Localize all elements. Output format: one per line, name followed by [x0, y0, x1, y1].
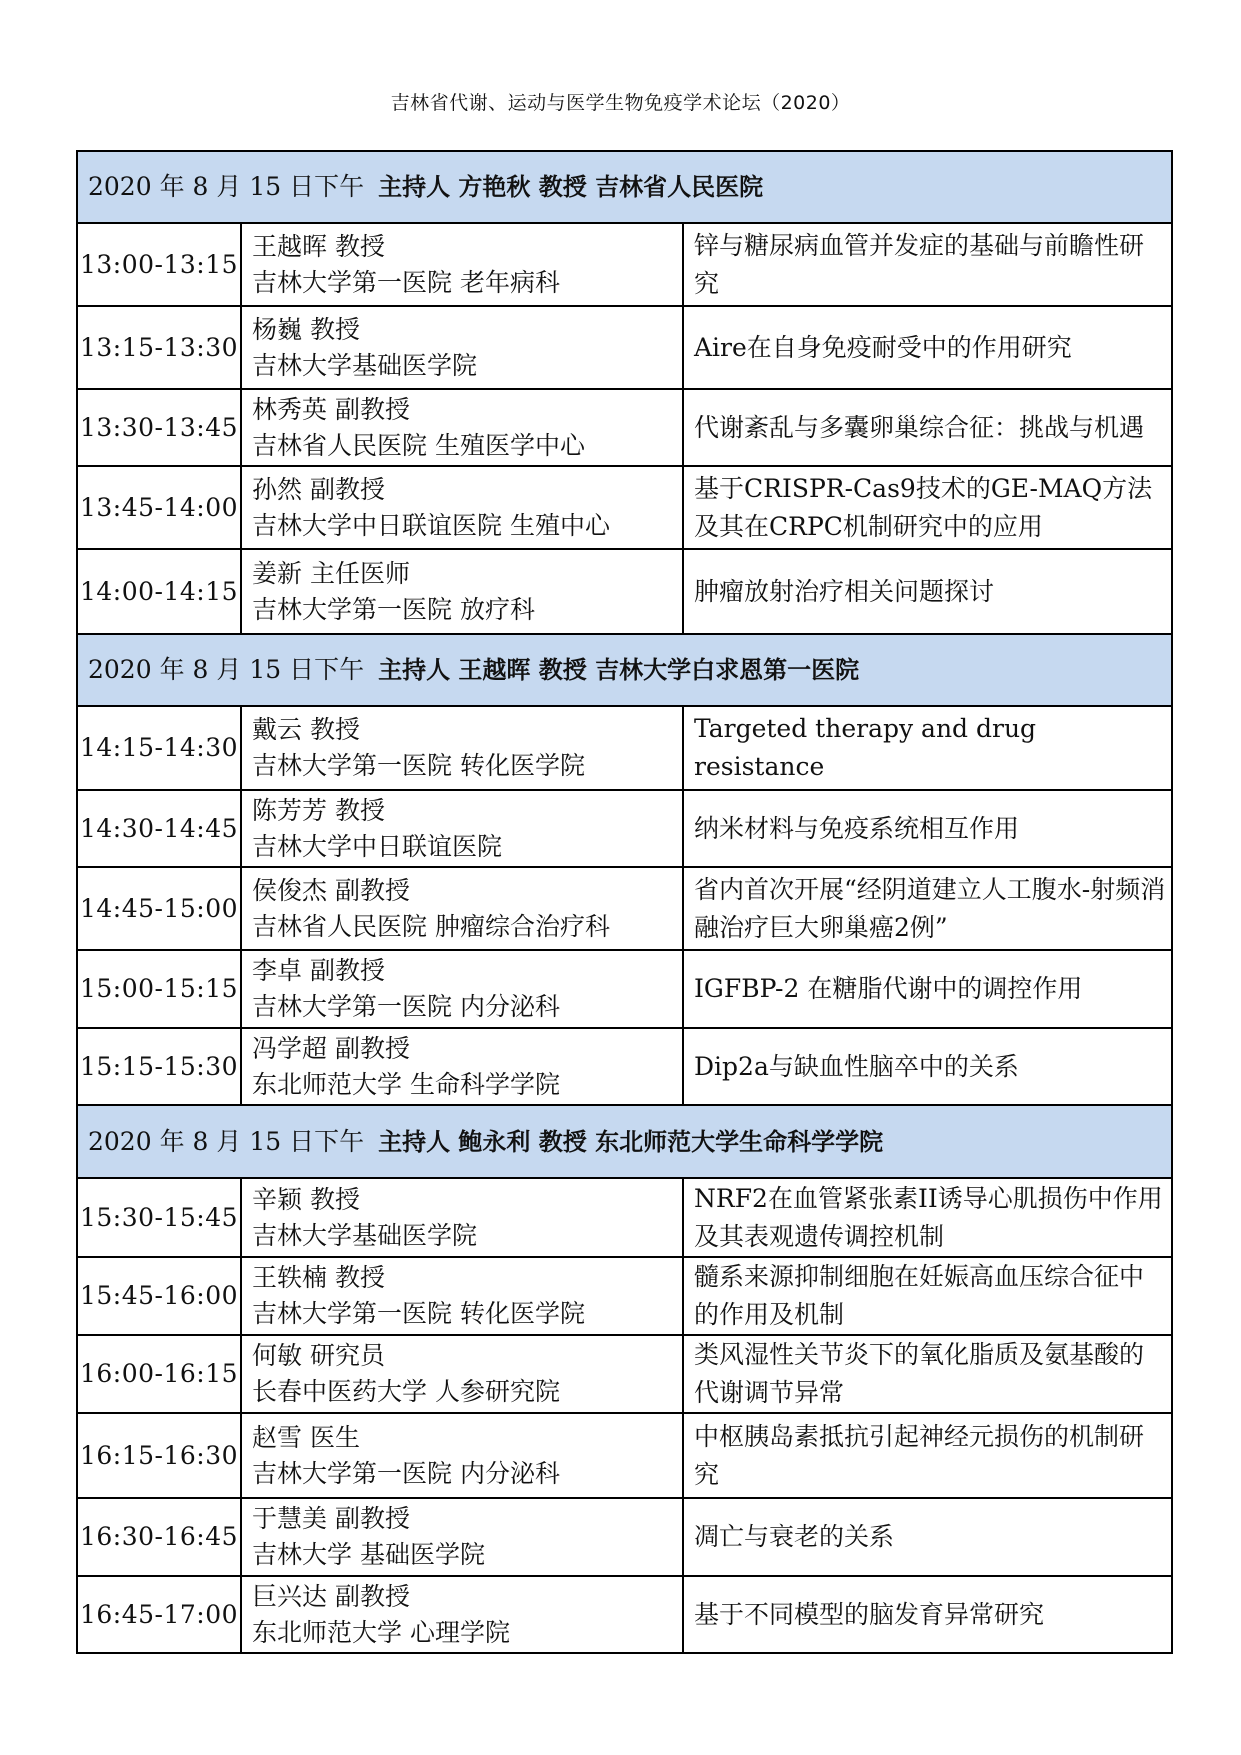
- speaker-affiliation: 长春中医药大学 人参研究院: [252, 1377, 560, 1406]
- session-header-cell: [77, 151, 1172, 223]
- talk-time: 13:15-13:30: [77, 306, 241, 389]
- talk-speaker-cell: [241, 1335, 683, 1413]
- speaker-name: 杨巍 教授: [252, 314, 360, 344]
- talk-topic: 锌与糖尿病血管并发症的基础与前瞻性研究: [683, 223, 1172, 306]
- session-header-row: [77, 1105, 1172, 1178]
- speaker-name: 何敏 研究员: [252, 1341, 385, 1370]
- talk-topic: 肿瘤放射治疗相关问题探讨: [683, 549, 1172, 634]
- talk-topic: Targeted therapy and drug resistance: [683, 706, 1172, 790]
- session-date: 2020 年 8 月 15 日下午: [88, 655, 365, 684]
- talk-topic: 基于CRISPR-Cas9技术的GE-MAQ方法及其在CRPC机制研究中的应用: [683, 466, 1172, 549]
- talk-topic: 代谢紊乱与多囊卵巢综合征：挑战与机遇: [683, 389, 1172, 466]
- talk-speaker-cell: [241, 1413, 683, 1498]
- speaker-affiliation: 吉林省人民医院 生殖医学中心: [252, 430, 585, 460]
- talk-time: 16:30-16:45: [77, 1498, 241, 1576]
- talk-topic: Aire在自身免疫耐受中的作用研究: [683, 306, 1172, 389]
- talk-row: [77, 1576, 1172, 1653]
- speaker-affiliation: 东北师范大学 生命科学学院: [252, 1069, 560, 1099]
- talk-topic: Dip2a与缺血性脑卒中的关系: [683, 1028, 1172, 1105]
- talk-topic: IGFBP-2 在糖脂代谢中的调控作用: [683, 950, 1172, 1028]
- speaker-affiliation: 吉林大学第一医院 放疗科: [252, 594, 535, 624]
- talk-time: 15:45-16:00: [77, 1257, 241, 1335]
- speaker-affiliation: 吉林大学第一医院 内分泌科: [252, 992, 560, 1021]
- speaker-name: 赵雪 医生: [252, 1422, 360, 1452]
- talk-time: 14:00-14:15: [77, 549, 241, 634]
- speaker-affiliation: 吉林大学 基础医学院: [252, 1540, 485, 1569]
- talk-time: 14:15-14:30: [77, 706, 241, 790]
- talk-time: 13:30-13:45: [77, 389, 241, 466]
- talk-row: [77, 1178, 1172, 1257]
- speaker-affiliation: 吉林省人民医院 肿瘤综合治疗科: [252, 911, 610, 941]
- talk-speaker-cell: [241, 389, 683, 466]
- talk-speaker-cell: [241, 466, 683, 549]
- talk-time: 13:45-14:00: [77, 466, 241, 549]
- talk-row: [77, 867, 1172, 950]
- session-host: 主持人 方艳秋 教授 吉林省人民医院: [378, 173, 764, 201]
- talk-row: [77, 790, 1172, 867]
- talk-speaker-cell: [241, 306, 683, 389]
- speaker-affiliation: 吉林大学第一医院 转化医学院: [252, 1299, 585, 1328]
- talk-time: 13:00-13:15: [77, 223, 241, 306]
- talk-time: 15:30-15:45: [77, 1178, 241, 1257]
- speaker-name: 王越晖 教授: [252, 231, 385, 261]
- talk-row: [77, 1498, 1172, 1576]
- speaker-name: 王轶楠 教授: [252, 1263, 385, 1292]
- speaker-name: 李卓 副教授: [252, 956, 385, 985]
- speaker-name: 林秀英 副教授: [252, 394, 410, 424]
- talk-row: [77, 1028, 1172, 1105]
- speaker-affiliation: 吉林大学第一医院 内分泌科: [252, 1458, 560, 1488]
- speaker-name: 陈芳芳 教授: [252, 795, 385, 825]
- talk-topic: 纳米材料与免疫系统相互作用: [683, 790, 1172, 867]
- talk-speaker-cell: [241, 549, 683, 634]
- talk-time: 16:15-16:30: [77, 1413, 241, 1498]
- talk-topic: 省内首次开展“经阴道建立人工腹水-射频消融治疗巨大卵巢癌2例”: [683, 867, 1172, 950]
- talk-row: [77, 706, 1172, 790]
- talk-speaker-cell: [241, 1576, 683, 1653]
- speaker-affiliation: 吉林大学基础医学院: [252, 1220, 478, 1250]
- talk-speaker-cell: [241, 950, 683, 1028]
- talk-row: [77, 306, 1172, 389]
- session-header-cell: [77, 634, 1172, 706]
- session-header-row: [77, 151, 1172, 223]
- talk-speaker-cell: [241, 1178, 683, 1257]
- speaker-affiliation: 吉林大学中日联谊医院 生殖中心: [252, 510, 610, 540]
- talk-speaker-cell: [241, 867, 683, 950]
- talk-row: [77, 1335, 1172, 1413]
- talk-speaker-cell: [241, 1498, 683, 1576]
- talk-row: [77, 466, 1172, 549]
- talk-speaker-cell: [241, 706, 683, 790]
- talk-row: [77, 1413, 1172, 1498]
- talk-row: [77, 549, 1172, 634]
- talk-topic: 髓系来源抑制细胞在妊娠高血压综合征中的作用及机制: [683, 1257, 1172, 1335]
- talk-row: [77, 223, 1172, 306]
- speaker-affiliation: 吉林大学第一医院 老年病科: [252, 267, 560, 297]
- session-host: 主持人 王越晖 教授 吉林大学白求恩第一医院: [378, 656, 860, 684]
- session-date: 2020 年 8 月 15 日下午: [88, 1126, 365, 1156]
- talk-topic: 基于不同模型的脑发育异常研究: [683, 1576, 1172, 1653]
- talk-speaker-cell: [241, 223, 683, 306]
- talk-time: 16:45-17:00: [77, 1576, 241, 1653]
- speaker-name: 于慧美 副教授: [252, 1504, 410, 1533]
- talk-time: 16:00-16:15: [77, 1335, 241, 1413]
- session-header-row: [77, 634, 1172, 706]
- talk-row: [77, 389, 1172, 466]
- talk-time: 15:15-15:30: [77, 1028, 241, 1105]
- speaker-affiliation: 东北师范大学 心理学院: [252, 1617, 510, 1647]
- speaker-name: 辛颖 教授: [252, 1184, 360, 1214]
- talk-topic: 中枢胰岛素抵抗引起神经元损伤的机制研究: [683, 1413, 1172, 1498]
- talk-time: 14:30-14:45: [77, 790, 241, 867]
- session-host: 主持人 鲍永利 教授 东北师范大学生命科学学院: [378, 1127, 884, 1156]
- speaker-name: 戴云 教授: [252, 715, 360, 744]
- speaker-name: 姜新 主任医师: [252, 558, 410, 588]
- talk-row: [77, 1257, 1172, 1335]
- talk-time: 14:45-15:00: [77, 867, 241, 950]
- speaker-name: 冯学超 副教授: [252, 1033, 410, 1063]
- talk-row: [77, 950, 1172, 1028]
- talk-topic: NRF2在血管紧张素II诱导心肌损伤中作用及其表观遗传调控机制: [683, 1178, 1172, 1257]
- talk-topic: 凋亡与衰老的关系: [683, 1498, 1172, 1576]
- speaker-affiliation: 吉林大学中日联谊医院: [252, 831, 503, 861]
- talk-speaker-cell: [241, 1257, 683, 1335]
- speaker-affiliation: 吉林大学第一医院 转化医学院: [252, 751, 585, 780]
- session-header-cell: [77, 1105, 1172, 1178]
- session-date: 2020 年 8 月 15 日下午: [88, 172, 365, 201]
- talk-topic: 类风湿性关节炎下的氧化脂质及氨基酸的代谢调节异常: [683, 1335, 1172, 1413]
- talk-speaker-cell: [241, 1028, 683, 1105]
- talk-speaker-cell: [241, 790, 683, 867]
- speaker-name: 巨兴达 副教授: [252, 1581, 410, 1611]
- schedule-table: [76, 150, 1173, 1654]
- talk-time: 15:00-15:15: [77, 950, 241, 1028]
- speaker-name: 侯俊杰 副教授: [252, 875, 410, 905]
- speaker-name: 孙然 副教授: [252, 474, 385, 504]
- document-title: 吉林省代谢、运动与医学生物免疫学术论坛（2020）: [390, 92, 851, 114]
- speaker-affiliation: 吉林大学基础医学院: [252, 350, 478, 380]
